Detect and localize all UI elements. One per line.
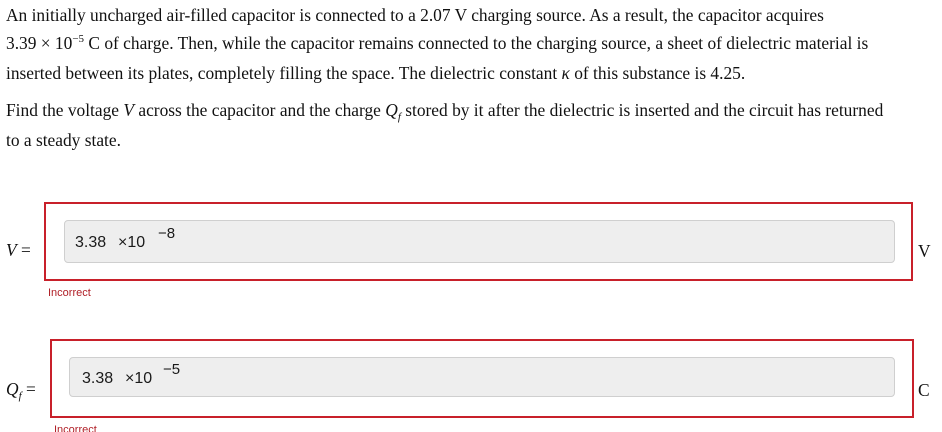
voltage-exponent: −8 [158, 225, 176, 242]
charge-exponent: −5 [163, 361, 181, 378]
task-statement [6, 97, 936, 155]
question-text [6, 2, 936, 155]
statement-line-1: An initially uncharged air-filled capacitor is connected to a 2.07 V charging source. As a result, the capacitor acquires [6, 5, 824, 25]
voltage-unit: V [918, 241, 931, 261]
kappa-symbol: κ [561, 63, 570, 83]
voltage-feedback: Incorrect [48, 287, 91, 299]
charge-exponent: −5 [72, 32, 85, 45]
charge-variable-subscript: f [18, 390, 22, 402]
task-text-1: Find the voltage [6, 99, 124, 120]
voltage-label [6, 240, 31, 261]
charge-symbol: Q [385, 99, 398, 120]
voltage-times-ten: ×10 [118, 234, 146, 251]
voltage-variable: V [6, 240, 17, 260]
charge-label [6, 379, 36, 400]
charge-mantissa: 3.38 [82, 370, 114, 387]
voltage-input[interactable] [64, 220, 895, 263]
charge-subscript: f [397, 110, 401, 123]
task-text-2: across the capacitor and the charge [134, 99, 386, 120]
voltage-mantissa: 3.38 [75, 234, 107, 251]
charge-variable: Q [6, 379, 19, 399]
task-text-4: to a steady state. [6, 130, 121, 150]
charge-feedback: Incorrect [54, 424, 97, 432]
equals-sign: = [25, 379, 36, 399]
equals-sign: = [20, 240, 31, 260]
charge-times-ten: ×10 [125, 370, 153, 387]
statement-line-3-end: of this substance is 4.25. [569, 63, 746, 83]
voltage-symbol: V [123, 99, 134, 120]
problem-statement [6, 2, 936, 88]
charge-unit: C [918, 380, 930, 400]
task-text-3: stored by it after the dielectric is inserted and the circuit has returned [400, 99, 884, 120]
statement-line-3: inserted between its plates, completely filling the space. The dielectric constant [6, 63, 562, 83]
charge-value: 3.39 × 10 [6, 32, 73, 53]
statement-line-2: C of charge. Then, while the capacitor remains connected to the charging source, a sheet of dielectric material is [84, 32, 869, 53]
charge-input[interactable] [69, 357, 895, 397]
